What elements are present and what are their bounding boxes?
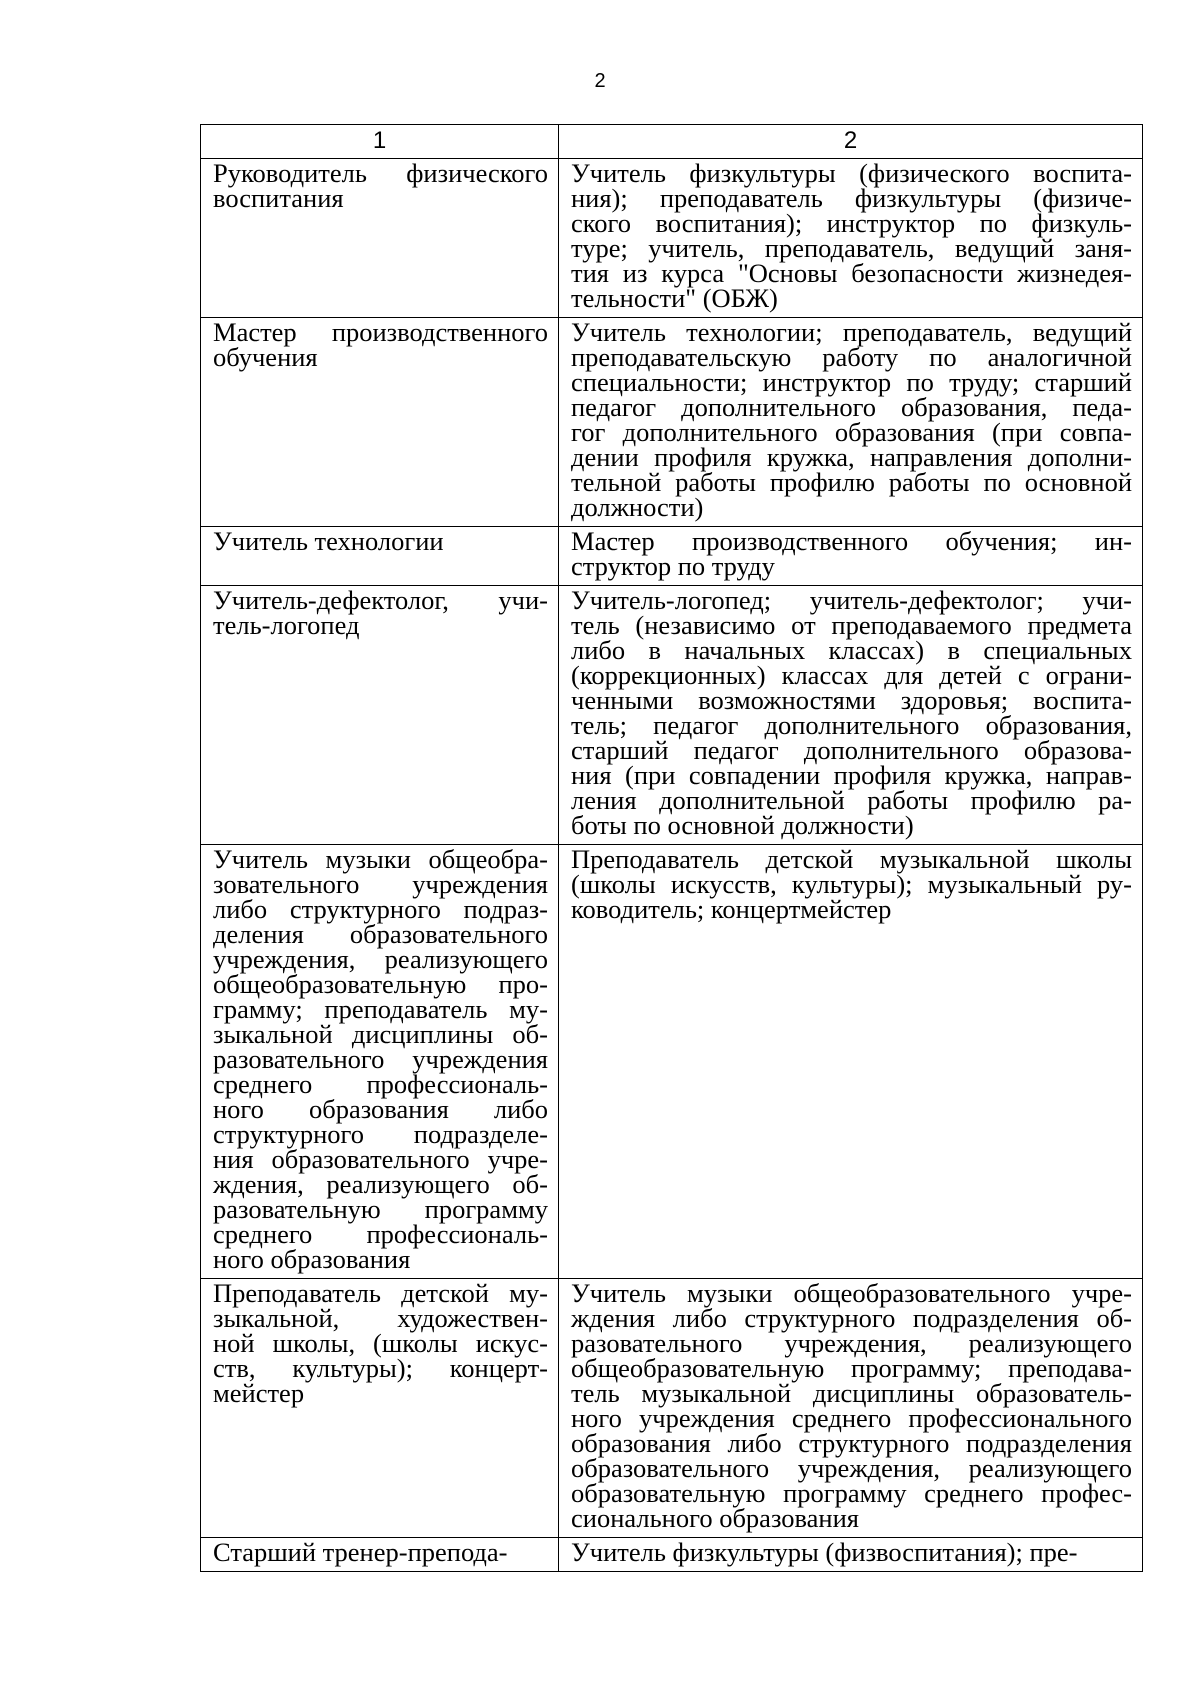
cell-text-line: обучения <box>213 342 318 372</box>
cell-text-line: Учитель технологии <box>213 526 444 556</box>
cell-text-line: ния образовательного учре- <box>213 1144 548 1174</box>
cell-text-line: структурного подразделе- <box>213 1119 548 1149</box>
table-row <box>201 527 1143 586</box>
cell-text-line: зыкальной, художествен- <box>213 1303 548 1333</box>
cell-text-line: Мастер производственного <box>213 317 548 347</box>
cell-text-line: грамму; преподаватель му- <box>213 994 548 1024</box>
cell-text-line: должности) <box>571 492 704 522</box>
equivalent-positions-cell <box>559 318 1143 527</box>
cell-text-line: ния (при совпадении профиля кружка, направ- <box>571 760 1132 790</box>
equivalent-positions-cell <box>559 845 1143 1279</box>
cell-text-line: зыкальной дисциплины об- <box>213 1019 548 1049</box>
cell-text-line: ченными возможностями здоровья; воспита- <box>571 685 1132 715</box>
cell-text-line: структор по труду <box>571 551 775 581</box>
page-number: 2 <box>594 70 606 92</box>
cell-text-line: общеобразовательную программу; преподава- <box>571 1353 1132 1383</box>
cell-text-line: общеобразовательную про- <box>213 969 548 999</box>
cell-text-line: ководитель; концертмейстер <box>571 894 892 924</box>
cell-text-line: воспитания <box>213 183 344 213</box>
cell-text-line: либо структурного подраз- <box>213 894 548 924</box>
cell-text-line: Учитель музыки общеобра- <box>213 844 548 874</box>
position-held-cell <box>201 586 559 845</box>
table-row <box>201 1279 1143 1538</box>
table-body <box>201 159 1143 1572</box>
cell-text-line: образовательного учреждения, реализующего <box>571 1453 1132 1483</box>
position-held-cell <box>201 845 559 1279</box>
cell-text-line: ждения, реализующего об- <box>213 1169 548 1199</box>
cell-text-line: образовательную программу среднего профес- <box>571 1478 1132 1508</box>
cell-text-line: ного образования либо <box>213 1094 548 1124</box>
equivalent-positions-cell <box>559 527 1143 586</box>
cell-text-line: ного учреждения среднего профессионального <box>571 1403 1132 1433</box>
cell-text-line: тия из курса "Основы безопасности жизнедея- <box>571 258 1132 288</box>
position-held-cell <box>201 159 559 318</box>
cell-text-line: Преподаватель детской музыкальной школы <box>571 844 1132 874</box>
cell-text-line: ждения либо структурного подразделения об- <box>571 1303 1132 1333</box>
cell-text-line: Учитель музыки общеобразовательного учре- <box>571 1278 1132 1308</box>
equivalent-positions-cell <box>559 586 1143 845</box>
table-row <box>201 1538 1143 1572</box>
cell-text-line: дении профиля кружка, направления дополни- <box>571 442 1132 472</box>
cell-text-line: преподавательскую работу по аналогичной <box>571 342 1132 372</box>
cell-text-line: Учитель-дефектолог, учи- <box>213 585 548 615</box>
cell-text-line: разовательного учреждения, реализующего <box>571 1328 1132 1358</box>
cell-text-line: Учитель технологии; преподаватель, ведущий <box>571 317 1132 347</box>
cell-text-line: образования либо структурного подразделения <box>571 1428 1132 1458</box>
cell-text-line: ния); преподаватель физкультуры (физиче- <box>571 183 1132 213</box>
cell-text-line: разовательную программу <box>213 1194 548 1224</box>
cell-text-line: специальности; инструктор по труду; старший <box>571 367 1132 397</box>
table-row <box>201 159 1143 318</box>
table-row <box>201 318 1143 527</box>
cell-text-line: тельности" (ОБЖ) <box>571 283 778 313</box>
cell-text-line: старший педагог дополнительного образова- <box>571 735 1132 765</box>
cell-text-line: Руководитель физического <box>213 158 548 188</box>
equivalent-positions-cell <box>559 1538 1143 1572</box>
table-row <box>201 586 1143 845</box>
cell-text-line: Учитель-логопед; учитель-дефектолог; учи- <box>571 585 1132 615</box>
position-held-cell <box>201 318 559 527</box>
cell-text-line: ной школы, (школы искус- <box>213 1328 548 1358</box>
table-row <box>201 845 1143 1279</box>
equivalent-positions-cell <box>559 159 1143 318</box>
cell-text-line: ного образования <box>213 1244 411 1274</box>
cell-text-line: (коррекционных) классах для детей с ограни- <box>571 660 1132 690</box>
cell-text-line: среднего профессиональ- <box>213 1219 548 1249</box>
cell-text-line: сионального образования <box>571 1503 859 1533</box>
equivalent-positions-cell <box>559 1279 1143 1538</box>
cell-text-line: зовательного учреждения <box>213 869 548 899</box>
cell-text-line: ского воспитания); инструктор по физкуль- <box>571 208 1132 238</box>
cell-text-line: тель; педагог дополнительного образования, <box>571 710 1132 740</box>
cell-text-line: деления образовательного <box>213 919 548 949</box>
cell-text-line: мейстер <box>213 1378 305 1408</box>
cell-text-line: ств, культуры); концерт- <box>213 1353 548 1383</box>
cell-text-line: ления дополнительной работы профилю ра- <box>571 785 1132 815</box>
cell-text-line: боты по основной должности) <box>571 810 914 840</box>
positions-table <box>200 124 1143 1572</box>
cell-text-line: либо в начальных классах) в специальных <box>571 635 1132 665</box>
cell-text-line: гог дополнительного образования (при совпа- <box>571 417 1132 447</box>
cell-text-line: Учитель физкультуры (физвоспитания); пре- <box>571 1537 1078 1567</box>
cell-text-line: тель-логопед <box>213 610 360 640</box>
cell-text-line: (школы искусств, культуры); музыкальный ру- <box>571 869 1132 899</box>
cell-text-line: Мастер производственного обучения; ин- <box>571 526 1132 556</box>
position-held-cell <box>201 1538 559 1572</box>
cell-text-line: тель музыкальной дисциплины образователь- <box>571 1378 1132 1408</box>
cell-text-line: среднего профессиональ- <box>213 1069 548 1099</box>
cell-text-line: тельной работы профилю работы по основной <box>571 467 1132 497</box>
cell-text-line: педагог дополнительного образования, педа- <box>571 392 1132 422</box>
cell-text-line: туре; учитель, преподаватель, ведущий заня- <box>571 233 1132 263</box>
position-held-cell <box>201 527 559 586</box>
column-header-2: 2 <box>559 125 1143 159</box>
position-held-cell <box>201 1279 559 1538</box>
column-header-1: 1 <box>201 125 559 159</box>
cell-text-line: учреждения, реализующего <box>213 944 548 974</box>
cell-text-line: тель (независимо от преподаваемого предмета <box>571 610 1132 640</box>
table-header-row <box>201 125 1143 159</box>
cell-text-line: Преподаватель детской му- <box>213 1278 548 1308</box>
cell-text-line: разовательного учреждения <box>213 1044 548 1074</box>
cell-text-line: Старший тренер-препода- <box>213 1537 508 1567</box>
cell-text-line: Учитель физкультуры (физического воспита- <box>571 158 1132 188</box>
